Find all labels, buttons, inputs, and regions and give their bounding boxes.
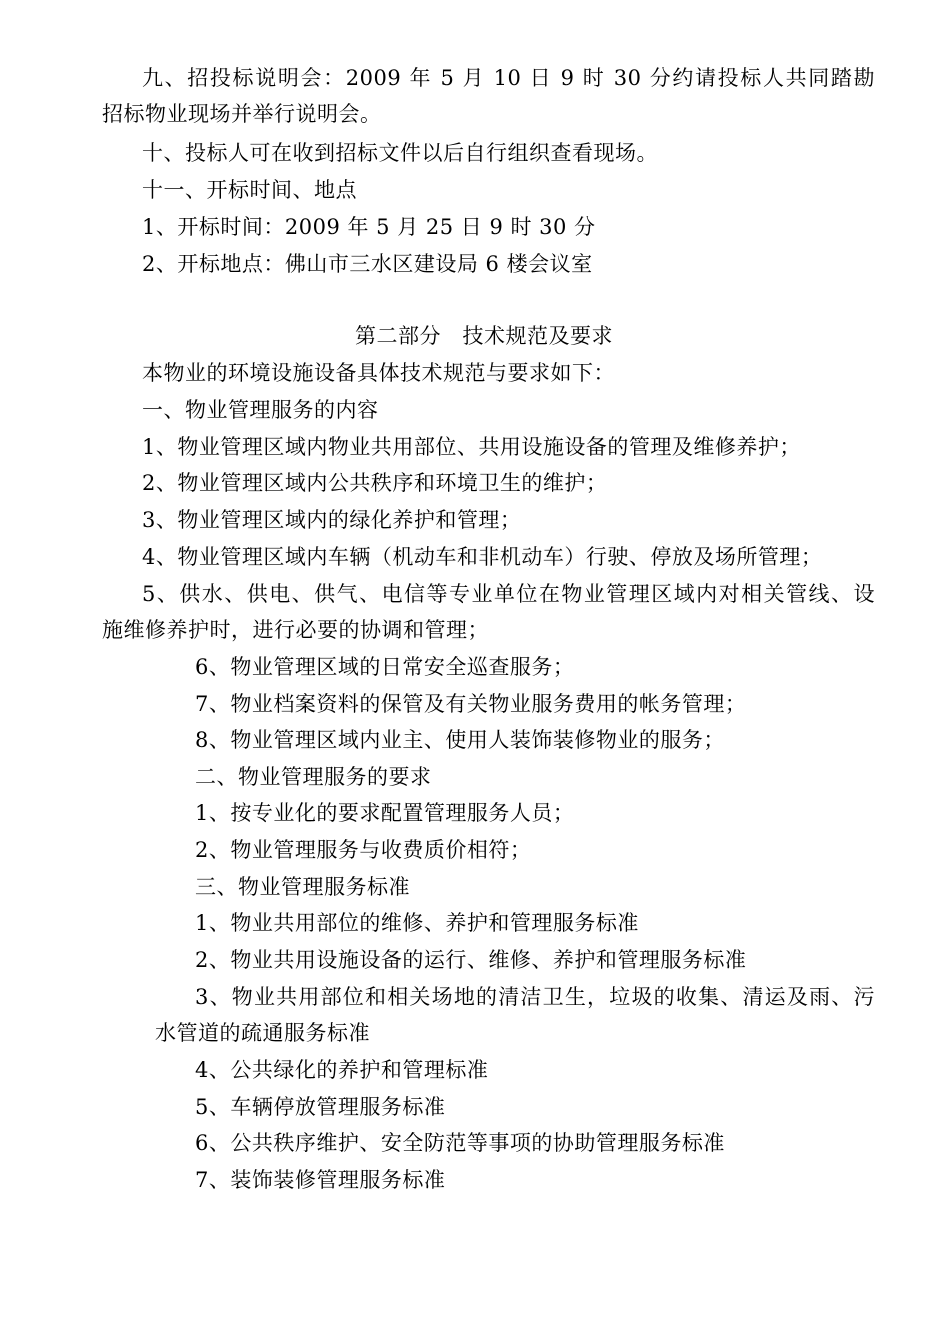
intro-text: 本物业的环境设施设备具体技术规范与要求如下：	[142, 361, 615, 385]
heading-content: 一、物业管理服务的内容	[142, 398, 379, 422]
standard-item-4: 4、公共绿化的养护和管理标准	[195, 1058, 489, 1082]
content-item-7: 7、物业档案资料的保管及有关物业服务费用的帐务管理；	[195, 692, 747, 716]
standard-item-2: 2、物业共用设施设备的运行、维修、养护和管理服务标准	[195, 948, 747, 972]
standard-item-6: 6、公共秩序维护、安全防范等事项的协助管理服务标准	[195, 1131, 725, 1155]
item-nine-line2: 招标物业现场并举行说明会。	[102, 102, 382, 126]
standard-item-5: 5、车辆停放管理服务标准	[195, 1095, 446, 1119]
content-item-6: 6、物业管理区域的日常安全巡查服务；	[195, 655, 575, 679]
content-item-4: 4、物业管理区域内车辆（机动车和非机动车）行驶、停放及场所管理；	[142, 545, 823, 569]
standard-item-7: 7、装饰装修管理服务标准	[195, 1168, 446, 1192]
content-item-5-line2: 施维修养护时，进行必要的协调和管理；	[102, 618, 489, 642]
item-eleven-heading: 十一、开标时间、地点	[142, 178, 357, 202]
heading-requirements: 二、物业管理服务的要求	[195, 765, 432, 789]
heading-standards: 三、物业管理服务标准	[195, 875, 410, 899]
content-item-8: 8、物业管理区域内业主、使用人装饰装修物业的服务；	[195, 728, 725, 752]
opening-time: 1、开标时间：2009 年 5 月 25 日 9 时 30 分	[142, 215, 596, 239]
content-item-2: 2、物业管理区域内公共秩序和环境卫生的维护；	[142, 471, 608, 495]
content-item-5-line1: 5、供水、供电、供气、电信等专业单位在物业管理区域内对相关管线、设	[142, 582, 875, 606]
requirement-item-1: 1、按专业化的要求配置管理服务人员；	[195, 801, 575, 825]
standard-item-1: 1、物业共用部位的维修、养护和管理服务标准	[195, 911, 639, 935]
opening-location: 2、开标地点：佛山市三水区建设局 6 楼会议室	[142, 252, 593, 276]
standard-item-3-line1: 3、物业共用部位和相关场地的清洁卫生，垃圾的收集、清运及雨、污	[195, 985, 875, 1009]
section-title: 第二部分 技术规范及要求	[355, 324, 613, 348]
content-item-3: 3、物业管理区域内的绿化养护和管理；	[142, 508, 522, 532]
item-ten: 十、投标人可在收到招标文件以后自行组织查看现场。	[142, 141, 658, 165]
item-nine-line1: 九、招投标说明会：2009 年 5 月 10 日 9 时 30 分约请投标人共同踏勘	[142, 66, 875, 90]
content-item-1: 1、物业管理区域内物业共用部位、共用设施设备的管理及维修养护；	[142, 435, 801, 459]
requirement-item-2: 2、物业管理服务与收费质价相符；	[195, 838, 532, 862]
standard-item-3-line2: 水管道的疏通服务标准	[155, 1021, 370, 1045]
